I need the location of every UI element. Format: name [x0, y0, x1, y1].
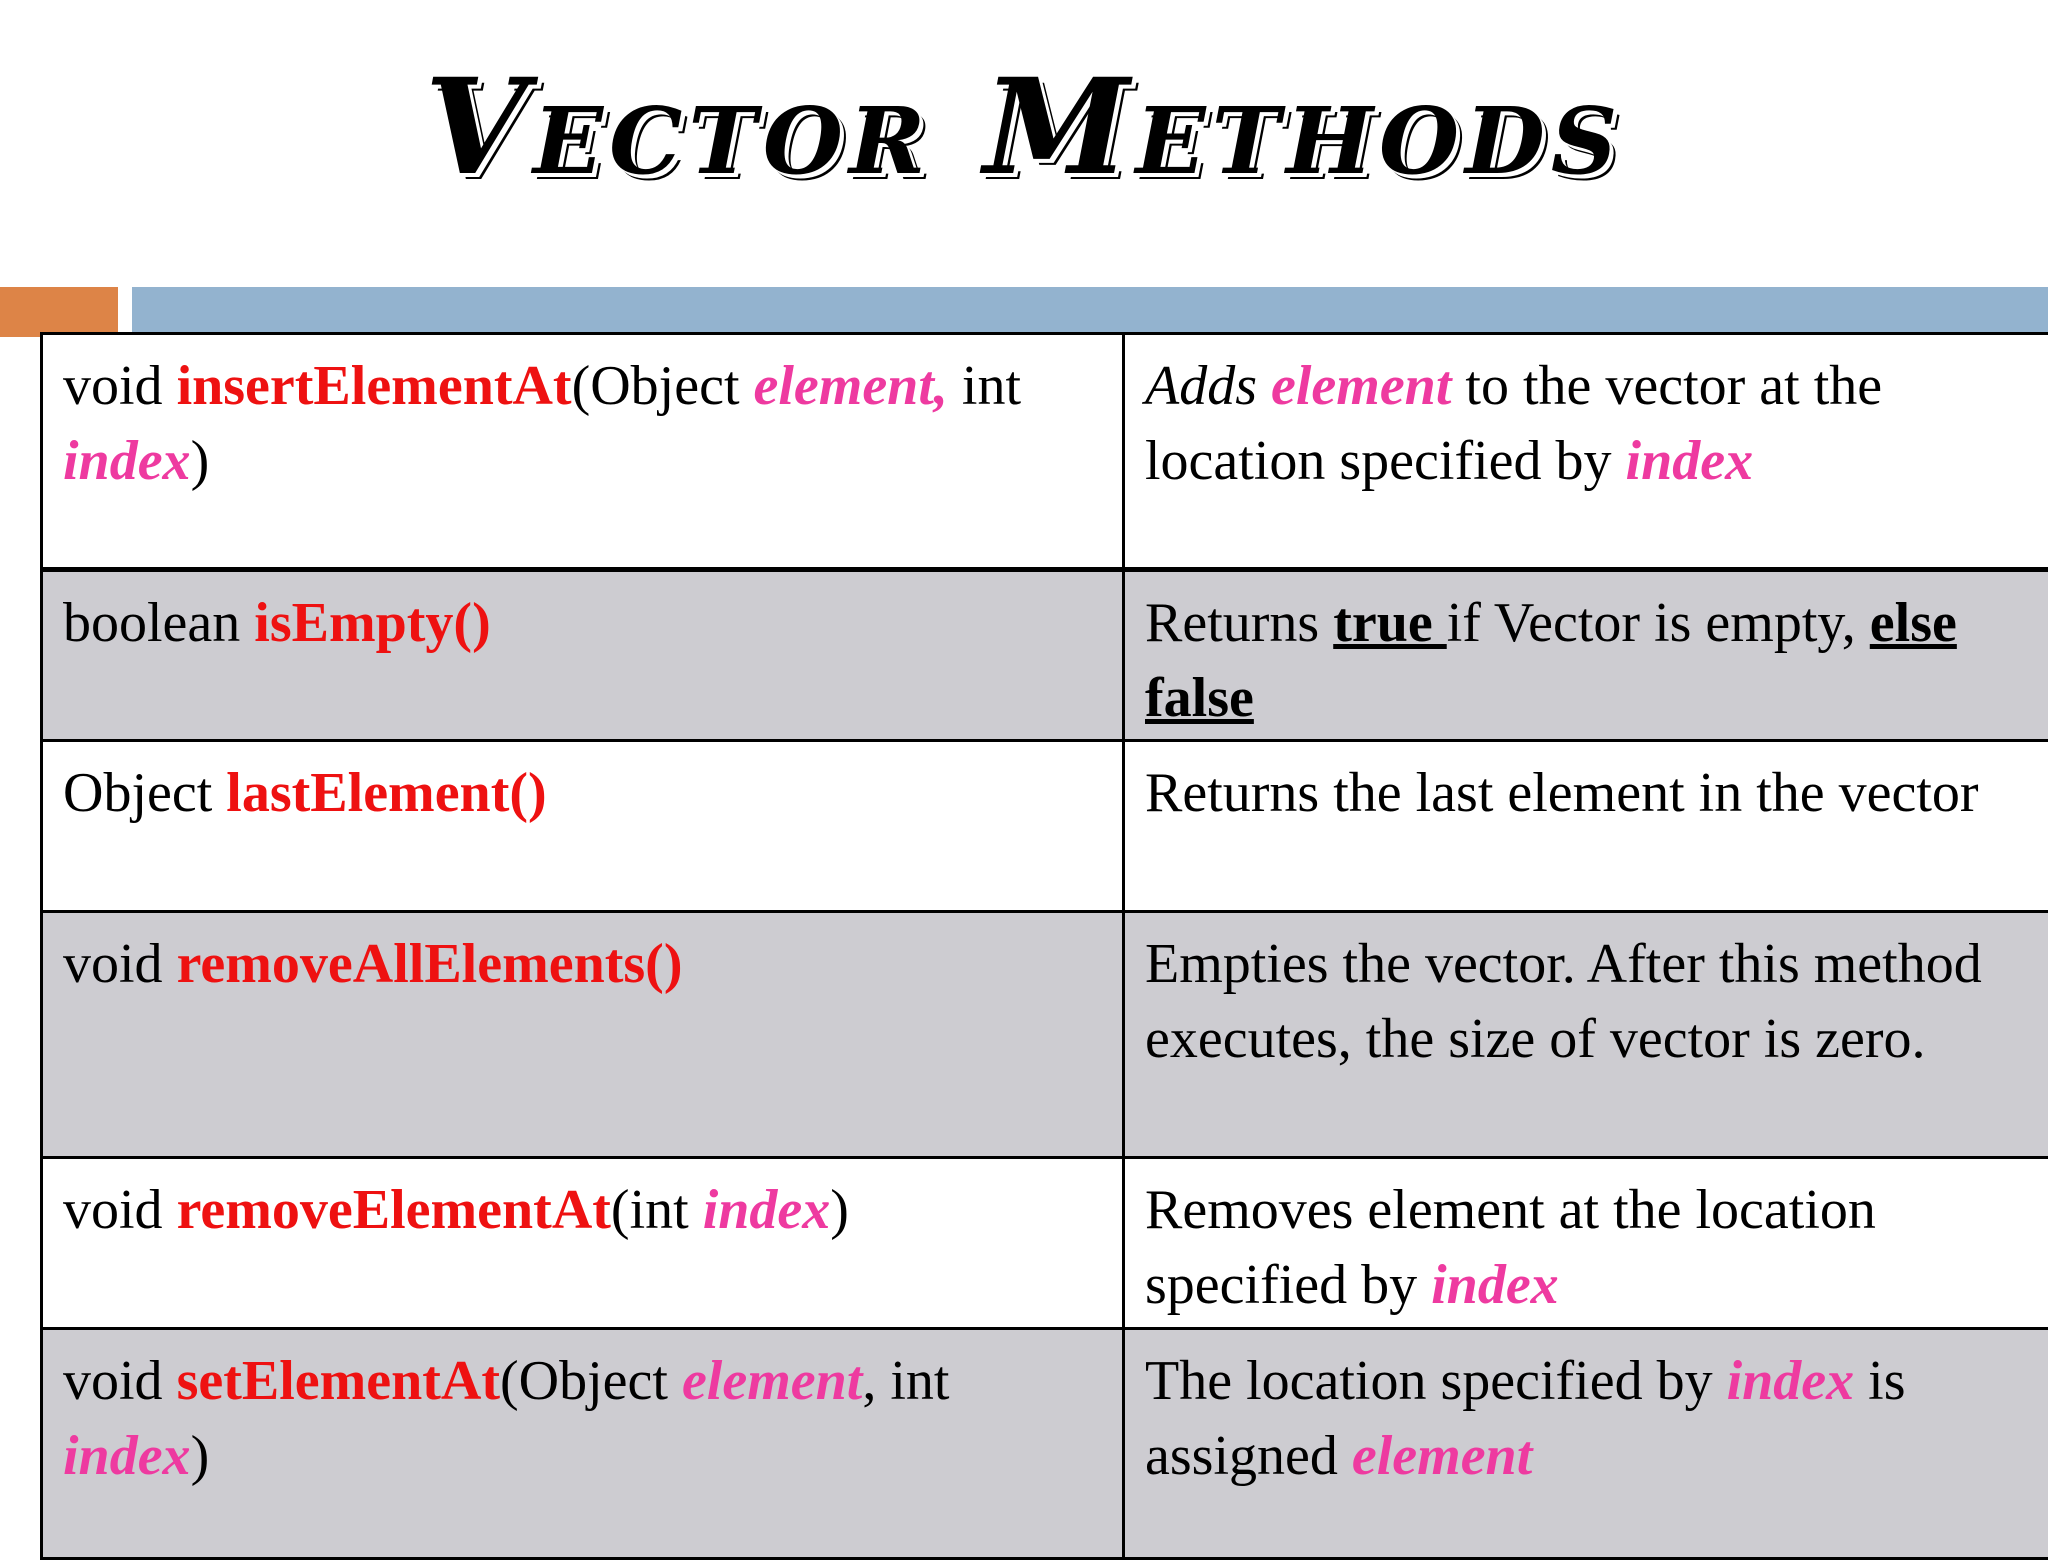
method-signature-cell	[42, 334, 1124, 570]
method-description-cell	[1124, 334, 2048, 570]
parameter-name: index	[63, 430, 191, 492]
method-name: isEmpty()	[254, 592, 490, 654]
description-text: The location specified by	[1145, 1350, 1727, 1412]
description-text: to the vector at the location specified by	[1145, 355, 1882, 492]
method-name: setElementAt	[177, 1350, 500, 1412]
method-description-cell	[1124, 1158, 2048, 1329]
method-signature-cell	[42, 912, 1124, 1158]
slide-title: Vector Methods	[0, 62, 2048, 194]
signature-text: (Object	[572, 355, 754, 417]
vector-methods-table	[40, 332, 2048, 1560]
description-text	[1257, 355, 1271, 417]
method-name: lastElement()	[226, 762, 546, 824]
parameter-name: element	[1352, 1425, 1532, 1487]
method-signature-cell	[42, 741, 1124, 912]
description-text: Empties the vector. After this method executes, the size of vector is zero.	[1145, 933, 1982, 1070]
description-text: Returns	[1145, 592, 1333, 654]
signature-text: )	[830, 1179, 849, 1241]
table-row	[42, 1329, 2048, 1559]
method-signature-cell	[42, 1158, 1124, 1329]
return-type: void	[63, 1179, 177, 1241]
return-type: void	[63, 1350, 177, 1412]
parameter-name: index	[1727, 1350, 1855, 1412]
return-type: void	[63, 355, 177, 417]
parameter-name: element	[1271, 355, 1451, 417]
return-type: void	[63, 933, 177, 995]
table-row	[42, 334, 2048, 570]
accent-bar-blue	[132, 287, 2048, 337]
parameter-name: element	[682, 1350, 862, 1412]
method-description-cell	[1124, 570, 2048, 741]
signature-text: )	[191, 1425, 210, 1487]
table-row	[42, 1158, 2048, 1329]
return-type: Object	[63, 762, 226, 824]
description-text: if Vector is empty,	[1447, 592, 1870, 654]
description-text: Removes element at the location specified by	[1145, 1179, 1876, 1316]
table-row	[42, 741, 2048, 912]
method-signature-cell	[42, 570, 1124, 741]
method-signature-cell	[42, 1329, 1124, 1559]
parameter-name: index	[1431, 1254, 1559, 1316]
parameter-name: element,	[754, 355, 948, 417]
method-description-cell	[1124, 912, 2048, 1158]
method-name: insertElementAt	[177, 355, 572, 417]
keyword-true: true	[1333, 592, 1447, 654]
signature-text: (int	[611, 1179, 703, 1241]
table-row	[42, 912, 2048, 1158]
keyword-else-false: else false	[1145, 592, 1957, 729]
description-text: Adds	[1145, 355, 1257, 417]
method-description-cell	[1124, 741, 2048, 912]
parameter-name: index	[1626, 430, 1754, 492]
description-text: Returns the last element in the vector	[1145, 762, 1979, 824]
signature-text: (Object	[500, 1350, 682, 1412]
return-type: boolean	[63, 592, 254, 654]
method-name: removeElementAt	[177, 1179, 611, 1241]
signature-text: )	[191, 430, 210, 492]
signature-text: int	[948, 355, 1021, 417]
signature-text: , int	[862, 1350, 949, 1412]
description-text: is assigned	[1145, 1350, 1906, 1487]
method-name: removeAllElements()	[177, 933, 683, 995]
accent-bar-orange	[0, 287, 118, 337]
method-description-cell	[1124, 1329, 2048, 1559]
parameter-name: index	[703, 1179, 831, 1241]
parameter-name: index	[63, 1425, 191, 1487]
table-row	[42, 570, 2048, 741]
